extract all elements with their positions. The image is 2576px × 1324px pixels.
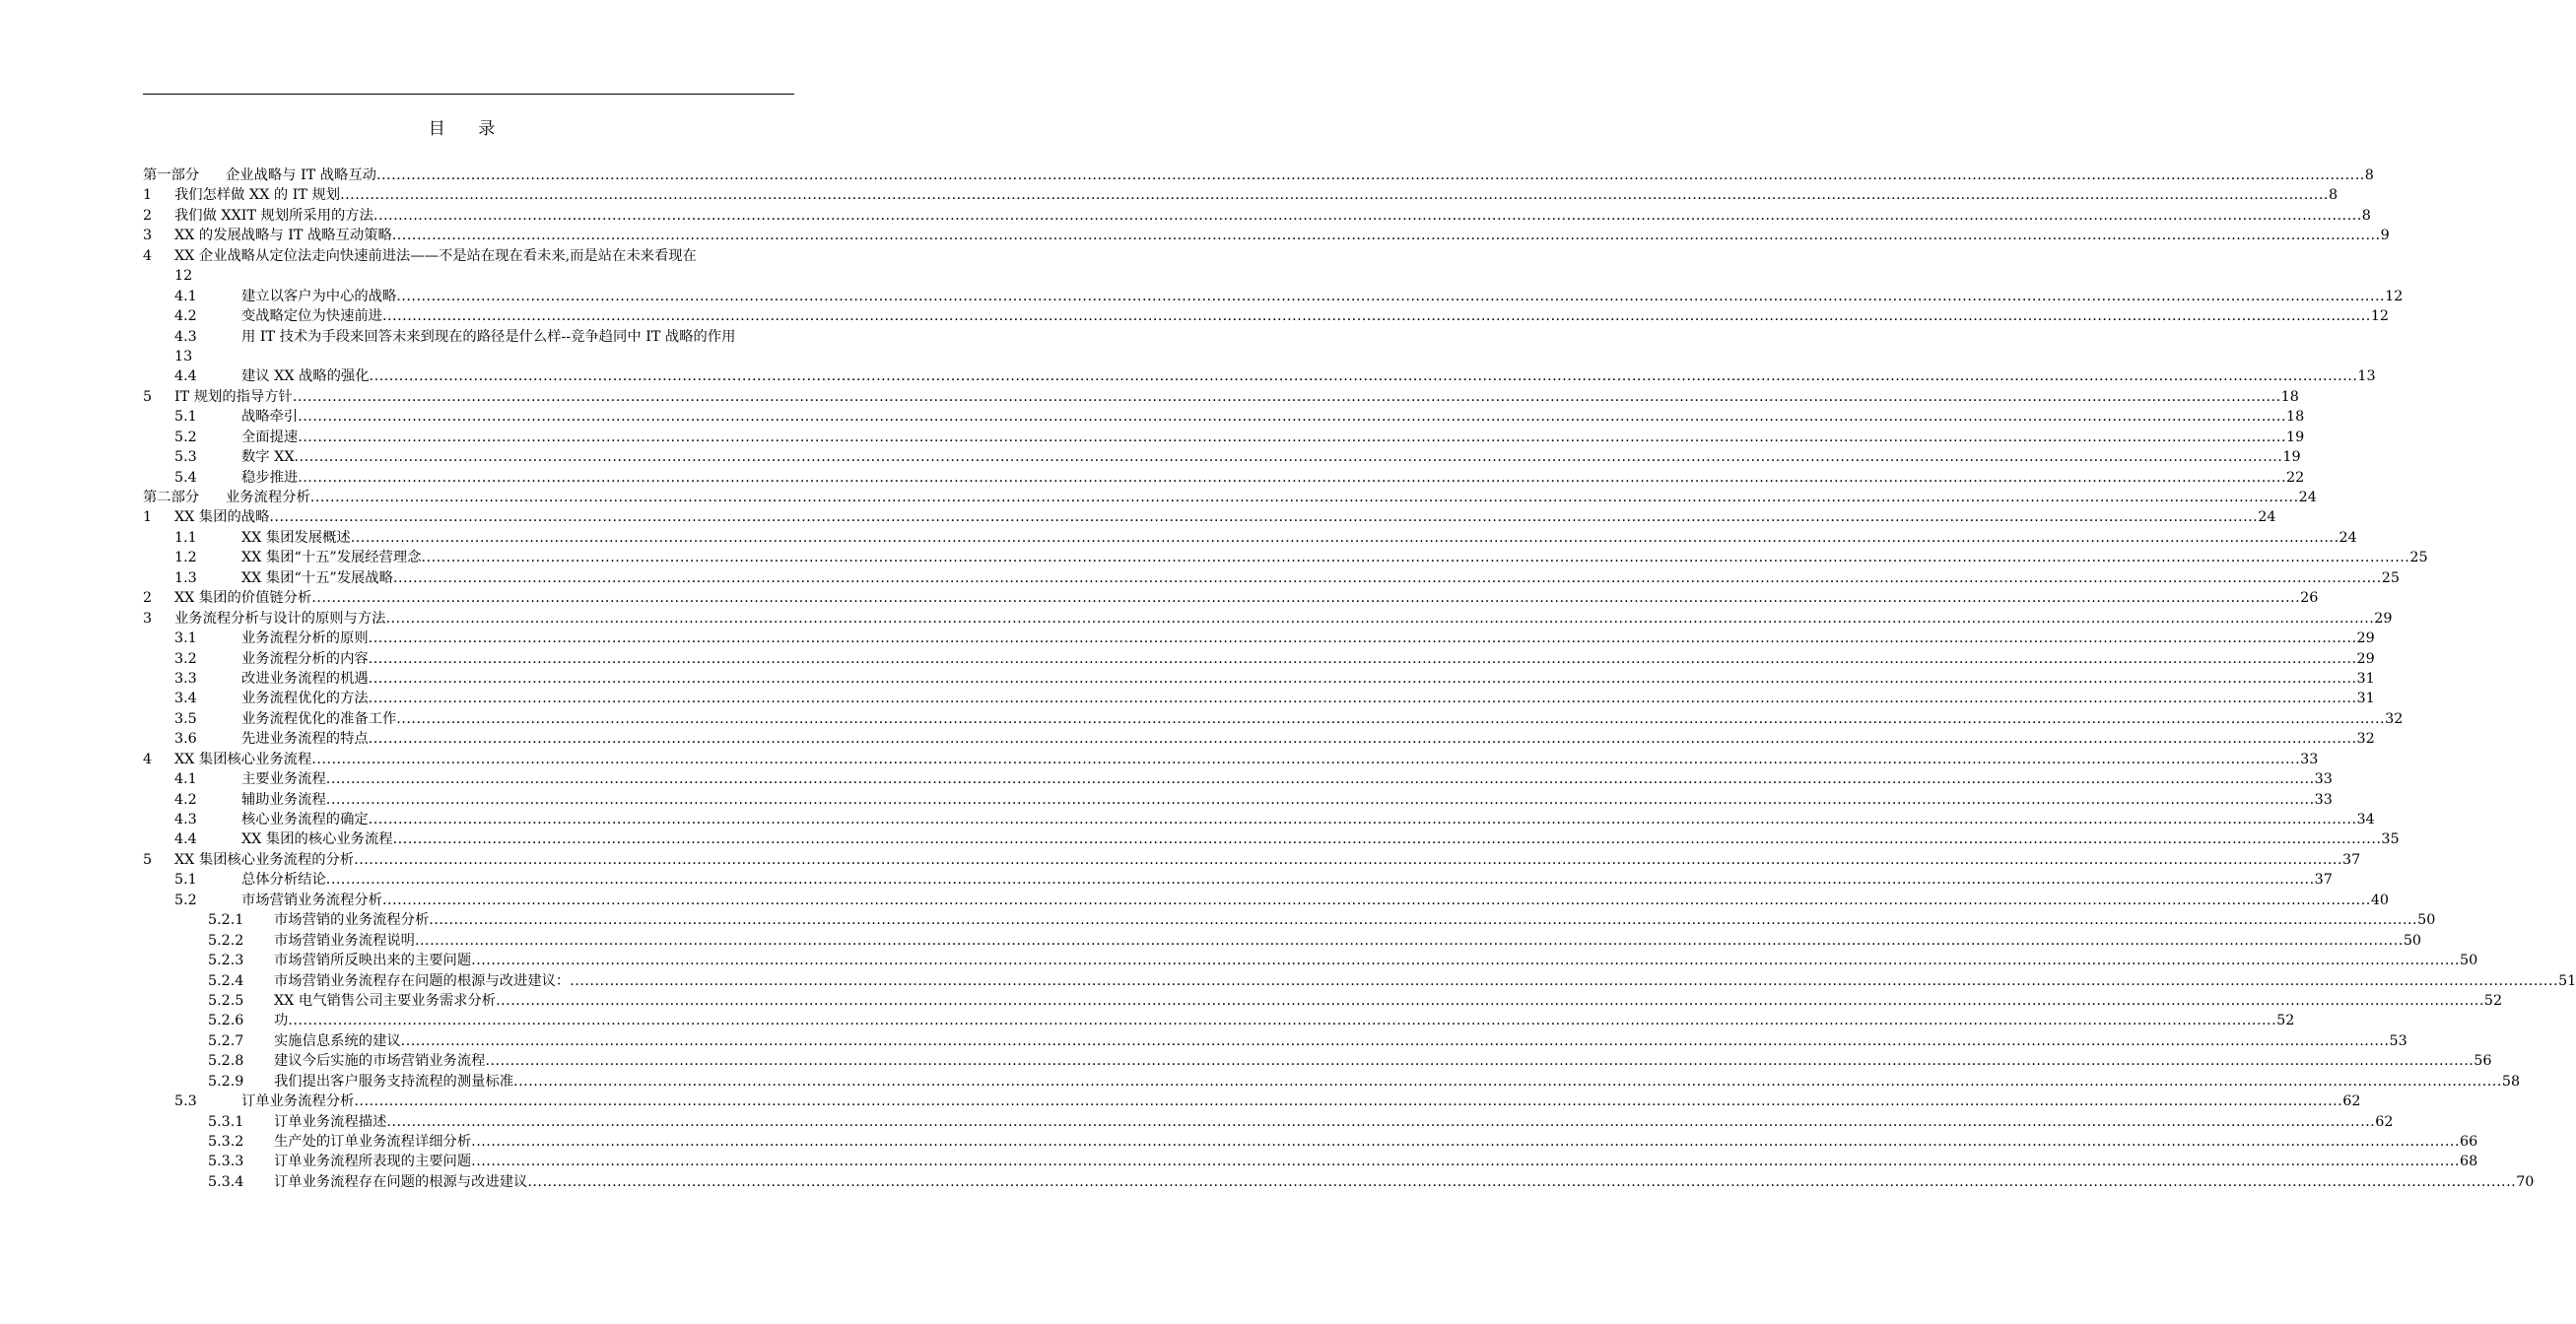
toc-entry-page: 58 — [2501, 1073, 2521, 1090]
toc-entry-number: 5.2.6 — [208, 1013, 244, 1029]
toc-dot-leader: ................................................................................................................................................................................................................................................................................................................................................................................................................ — [471, 1134, 2460, 1151]
toc-entry-text: 变战略定位为快速前进 — [241, 308, 382, 325]
toc-entry-number: 5.3.4 — [208, 1173, 244, 1190]
toc-dot-leader: ................................................................................................................................................................................................................................................................................................................................................................................................................ — [368, 670, 2357, 687]
toc-entry-number: 5 — [143, 388, 153, 405]
toc-entry-page: 52 — [2483, 992, 2503, 1009]
toc-dot-leader: ................................................................................................................................................................................................................................................................................................................................................................................................................ — [369, 368, 2358, 385]
toc-entry-page: 12 — [2370, 308, 2390, 325]
toc-entry[interactable] — [143, 829, 2400, 849]
toc-entry[interactable] — [143, 1051, 2492, 1071]
toc-dot-leader: ................................................................................................................................................................................................................................................................................................................................................................................................................ — [421, 550, 2410, 566]
toc-dot-leader: ................................................................................................................................................................................................................................................................................................................................................................................................................ — [368, 650, 2357, 667]
toc-entry-number: 2 — [143, 207, 153, 224]
toc-entry[interactable] — [143, 1112, 2394, 1132]
toc-entry-text: XX 企业战略从定位法走向快速前进法——不是站在现在看未来,而是站在未来看现在 — [174, 247, 697, 264]
toc-entry[interactable] — [143, 366, 2376, 386]
toc-entry[interactable] — [143, 1092, 2361, 1111]
toc-entry-text: XX 集团核心业务流程的分析 — [174, 851, 355, 868]
toc-dot-leader: ................................................................................................................................................................................................................................................................................................................................................................................................................ — [396, 288, 2386, 304]
toc-entry-number: 4.2 — [174, 791, 197, 808]
toc-entry-text: XX 集团“十五”发展战略 — [241, 569, 393, 586]
toc-entry-text: 先进业务流程的特点 — [241, 731, 369, 748]
toc-dot-leader: ................................................................................................................................................................................................................................................................................................................................................................................................................ — [368, 731, 2357, 748]
toc-entry-text: 核心业务流程的确定 — [241, 812, 369, 828]
toc-entry-number: 5.1 — [174, 872, 197, 889]
toc-entry[interactable] — [143, 306, 2390, 326]
toc-entry-page: 62 — [2342, 1093, 2361, 1110]
toc-entry[interactable] — [143, 548, 2428, 567]
toc-entry-number: 5.2.2 — [208, 932, 244, 949]
toc-entry[interactable] — [143, 931, 2422, 951]
toc-entry-page: 68 — [2460, 1154, 2478, 1170]
toc-entry-text: 订单业务流程分析 — [241, 1093, 355, 1110]
toc-entry-page: 29 — [2374, 610, 2393, 627]
toc-entry-page: 24 — [2339, 529, 2357, 546]
toc-entry-text: 业务流程分析 — [226, 490, 310, 506]
toc-entry-text: 辅助业务流程 — [241, 791, 326, 808]
toc-entry-text: 建立以客户为中心的战略 — [241, 288, 397, 304]
toc-dot-leader: ................................................................................................................................................................................................................................................................................................................................................................................................................ — [570, 972, 2559, 989]
toc-entry-page: 12 — [2385, 288, 2404, 304]
toc-entry[interactable] — [143, 185, 2339, 205]
toc-entry-text: 订单业务流程存在问题的根源与改进建议 — [274, 1173, 528, 1190]
toc-dot-leader: ................................................................................................................................................................................................................................................................................................................................................................................................................ — [375, 167, 2365, 183]
toc-entry[interactable] — [143, 951, 2478, 970]
toc-entry[interactable] — [143, 850, 2361, 870]
toc-dot-leader: ................................................................................................................................................................................................................................................................................................................................................................................................................ — [288, 1013, 2277, 1029]
toc-entry-text: 我们怎样做 XX 的 IT 规划 — [174, 187, 341, 204]
toc-entry-page: 33 — [2300, 751, 2319, 767]
toc-entry-number: 5.2.9 — [208, 1073, 244, 1090]
toc-entry-text: 业务流程分析的原则 — [241, 630, 369, 647]
toc-dot-leader: ................................................................................................................................................................................................................................................................................................................................................................................................................ — [298, 469, 2287, 486]
toc-entry-page: 40 — [2370, 892, 2390, 908]
toc-entry-number: 4 — [143, 751, 153, 767]
toc-entry-number: 4.4 — [174, 831, 197, 848]
toc-entry-text: XX 集团的战略 — [174, 509, 270, 526]
toc-entry-number: 5 — [143, 851, 153, 868]
toc-entry-page: 25 — [2409, 550, 2428, 566]
toc-entry[interactable] — [143, 991, 2503, 1011]
toc-entry[interactable] — [143, 468, 2305, 488]
toc-entry[interactable] — [143, 729, 2375, 749]
toc-entry-text: 生产处的订单业务流程详细分析 — [274, 1134, 472, 1151]
toc-entry-number: 5.2.1 — [208, 912, 244, 929]
toc-entry-number: 1.1 — [174, 529, 197, 546]
toc-entry-page: 70 — [2516, 1173, 2535, 1190]
toc-entry-page: 37 — [2342, 851, 2361, 868]
toc-entry-page: 62 — [2375, 1113, 2394, 1130]
toc-dot-leader: ................................................................................................................................................................................................................................................................................................................................................................................................................ — [368, 630, 2357, 647]
toc-entry-number: 4.3 — [174, 812, 197, 828]
toc-entry-text: 建议今后实施的市场营销业务流程 — [274, 1053, 486, 1070]
toc-dot-leader: ................................................................................................................................................................................................................................................................................................................................................................................................................ — [294, 449, 2283, 466]
toc-entry[interactable] — [143, 790, 2333, 810]
toc-dot-leader: ................................................................................................................................................................................................................................................................................................................................................................................................................ — [527, 1173, 2517, 1190]
toc-entry-number: 5.2.3 — [208, 953, 244, 969]
toc-dot-leader: ................................................................................................................................................................................................................................................................................................................................................................................................................ — [429, 912, 2418, 929]
toc-entry-number: 3 — [143, 228, 153, 244]
toc-entry[interactable] — [143, 166, 2374, 185]
toc-entry[interactable] — [143, 387, 2299, 407]
toc-entry-page: 50 — [2417, 912, 2436, 929]
toc-entry-text: XX 集团发展概述 — [241, 529, 351, 546]
toc-dot-leader: ................................................................................................................................................................................................................................................................................................................................................................................................................ — [325, 771, 2315, 788]
toc-entry-text: XX 的发展战略与 IT 战略互动策略 — [174, 228, 392, 244]
toc-entry[interactable] — [143, 447, 2301, 467]
toc-entry-text: 市场营销业务流程说明 — [274, 932, 415, 949]
toc-entry-text: IT 规划的指导方针 — [174, 388, 293, 405]
toc-entry-number: 4.2 — [174, 308, 197, 325]
toc-entry[interactable] — [143, 226, 2390, 245]
toc-entry[interactable] — [143, 810, 2375, 829]
toc-entry[interactable] — [143, 1072, 2521, 1092]
toc-entry-text: 稳步推进 — [241, 469, 299, 486]
toc-entry-text: 我们做 XXIT 规划所采用的方法 — [174, 207, 373, 224]
toc-entry-page: 34 — [2356, 812, 2375, 828]
toc-entry[interactable] — [143, 609, 2393, 629]
toc-entry-number: 4.3 — [174, 328, 197, 345]
toc-entry-number: 1 — [143, 509, 153, 526]
toc-dot-leader: ................................................................................................................................................................................................................................................................................................................................................................................................................ — [325, 791, 2315, 808]
toc-entry-text: 企业战略与 IT 战略互动 — [226, 167, 376, 183]
toc-entry-number: 第二部分 — [143, 490, 200, 506]
toc-entry[interactable] — [143, 1152, 2478, 1171]
toc-dot-leader: ................................................................................................................................................................................................................................................................................................................................................................................................................ — [373, 207, 2362, 224]
toc-entry-text: XX 集团的核心业务流程 — [241, 831, 393, 848]
toc-entry-page: 32 — [2385, 710, 2404, 727]
toc-entry-page: 22 — [2286, 469, 2305, 486]
toc-dot-leader: ................................................................................................................................................................................................................................................................................................................................................................................................................ — [298, 429, 2287, 445]
toc-entry-text: 市场营销业务流程存在问题的根源与改进建议： — [274, 972, 571, 989]
toc-entry-text: XX 集团的价值链分析 — [174, 590, 312, 607]
toc-entry-page: 26 — [2300, 590, 2319, 607]
toc-entry-number: 5.2 — [174, 892, 197, 908]
toc-entry[interactable] — [143, 750, 2319, 769]
toc-entry-number: 5.3.1 — [208, 1113, 244, 1130]
toc-dot-leader: ................................................................................................................................................................................................................................................................................................................................................................................................................ — [381, 308, 2371, 325]
toc-entry-text: 战略牵引 — [241, 409, 299, 426]
toc-entry[interactable] — [143, 507, 2276, 527]
toc-entry[interactable] — [143, 689, 2375, 708]
toc-entry-page: 12 — [174, 268, 193, 285]
toc-entry[interactable] — [143, 1132, 2478, 1152]
toc-entry-number: 5.3 — [174, 449, 197, 466]
toc-entry[interactable] — [143, 709, 2404, 729]
toc-entry[interactable] — [143, 287, 2404, 306]
toc-entry[interactable] — [143, 246, 794, 287]
toc-entry-page: 37 — [2314, 872, 2333, 889]
toc-dot-leader: ................................................................................................................................................................................................................................................................................................................................................................................................................ — [354, 1093, 2343, 1110]
toc-dot-leader: ................................................................................................................................................................................................................................................................................................................................................................................................................ — [311, 751, 2301, 767]
toc-entry-page: 29 — [2356, 630, 2375, 647]
toc-entry-page: 33 — [2314, 771, 2333, 788]
toc-entry-page: 35 — [2381, 831, 2400, 848]
toc-entry-page: 18 — [2280, 388, 2299, 405]
toc-dot-leader: ................................................................................................................................................................................................................................................................................................................................................................................................................ — [386, 1113, 2376, 1130]
toc-entry-text: 订单业务流程描述 — [274, 1113, 387, 1130]
toc-entry-page: 29 — [2356, 650, 2375, 667]
toc-dot-leader: ................................................................................................................................................................................................................................................................................................................................................................................................................ — [309, 490, 2299, 506]
toc-entry-number: 2 — [143, 590, 153, 607]
toc-entry-page: 9 — [2380, 228, 2390, 244]
toc-entry-text: XX 集团“十五”发展经营理念 — [241, 550, 422, 566]
toc-entry-text: 市场营销业务流程分析 — [241, 892, 382, 908]
toc-entry[interactable] — [143, 629, 2375, 648]
toc-entry-text: 业务流程分析与设计的原则与方法 — [174, 610, 386, 627]
toc-entry-page: 32 — [2356, 731, 2375, 748]
toc-entry[interactable] — [143, 588, 2319, 608]
toc-entry-text: 数字 XX — [241, 449, 295, 466]
toc-dot-leader: ................................................................................................................................................................................................................................................................................................................................................................................................................ — [311, 590, 2301, 607]
toc-dot-leader: ................................................................................................................................................................................................................................................................................................................................................................................................................ — [392, 831, 2382, 848]
toc-entry-text: 全面提速 — [241, 429, 299, 445]
toc-entry-number: 3.2 — [174, 650, 197, 667]
toc-dot-leader: ................................................................................................................................................................................................................................................................................................................................................................................................................ — [513, 1073, 2502, 1090]
toc-dot-leader: ................................................................................................................................................................................................................................................................................................................................................................................................................ — [400, 1032, 2390, 1049]
toc-entry-number: 4 — [143, 247, 153, 264]
toc-entry-page: 24 — [2298, 490, 2317, 506]
toc-entry-page: 19 — [2286, 429, 2305, 445]
toc-entry-page: 50 — [2403, 932, 2422, 949]
toc-entry-text: 改进业务流程的机遇 — [241, 670, 369, 687]
toc-entry[interactable] — [143, 1011, 2295, 1030]
toc-entry-number: 3.4 — [174, 691, 197, 707]
toc-entry-page: 56 — [2474, 1053, 2492, 1070]
toc-entry[interactable] — [143, 971, 2576, 991]
toc-dot-leader: ................................................................................................................................................................................................................................................................................................................................................................................................................ — [396, 710, 2386, 727]
toc-entry-text: 业务流程优化的方法 — [241, 691, 369, 707]
toc-entry-number: 5.3.3 — [208, 1154, 244, 1170]
toc-entry-number: 3.3 — [174, 670, 197, 687]
toc-dot-leader: ................................................................................................................................................................................................................................................................................................................................................................................................................ — [298, 409, 2287, 426]
toc-entry-number: 5.2.8 — [208, 1053, 244, 1070]
toc-entry-text: 实施信息系统的建议 — [274, 1032, 401, 1049]
toc-entry-page: 25 — [2381, 569, 2400, 586]
toc-entry-text: 建议 XX 战略的强化 — [241, 368, 370, 385]
toc-entry-text: 功 — [274, 1013, 289, 1029]
toc-dot-leader: ................................................................................................................................................................................................................................................................................................................................................................................................................ — [368, 812, 2357, 828]
toc-dot-leader: ................................................................................................................................................................................................................................................................................................................................................................................................................ — [392, 569, 2382, 586]
toc-dot-leader: ................................................................................................................................................................................................................................................................................................................................................................................................................ — [340, 187, 2329, 204]
toc-entry-number: 第一部分 — [143, 167, 200, 183]
toc-entry-page: 66 — [2460, 1134, 2478, 1151]
toc-entry-number: 3.1 — [174, 630, 197, 647]
toc-entry[interactable] — [143, 407, 2305, 427]
toc-entry-text: 业务流程分析的内容 — [241, 650, 369, 667]
toc-entry-page: 19 — [2282, 449, 2301, 466]
toc-entry-text: 用 IT 技术为手段来回答未来到现在的路径是什么样--竞争趋同中 IT 战略的作用 — [241, 328, 736, 345]
toc-entry[interactable] — [143, 649, 2375, 669]
toc-entry-number: 1 — [143, 187, 153, 204]
toc-entry-page: 13 — [2357, 368, 2376, 385]
toc-entry-number: 5.2.4 — [208, 972, 244, 989]
toc-entry-page: 31 — [2356, 670, 2375, 687]
toc-entry-number: 5.3 — [174, 1093, 197, 1110]
toc-entry-text: 我们提出客户服务支持流程的测量标准 — [274, 1073, 514, 1090]
toc-dot-leader: ................................................................................................................................................................................................................................................................................................................................................................................................................ — [485, 1053, 2474, 1070]
toc-dot-leader: ................................................................................................................................................................................................................................................................................................................................................................................................................ — [381, 892, 2371, 908]
header-rule — [143, 94, 794, 95]
toc-entry[interactable] — [143, 428, 2305, 447]
toc-entry-page: 51 — [2558, 972, 2576, 989]
toc-entry-text: XX 集团核心业务流程 — [174, 751, 312, 767]
toc-dot-leader: ................................................................................................................................................................................................................................................................................................................................................................................................................ — [368, 691, 2357, 707]
toc-title: 目 录 — [428, 119, 509, 139]
toc-entry[interactable] — [143, 910, 2436, 930]
toc-dot-leader: ................................................................................................................................................................................................................................................................................................................................................................................................................ — [471, 1154, 2460, 1170]
toc-entry-number: 4.1 — [174, 771, 197, 788]
toc-entry-number: 5.2.7 — [208, 1032, 244, 1049]
toc-entry-page: 31 — [2356, 691, 2375, 707]
toc-entry-number: 4.1 — [174, 288, 197, 304]
toc-entry[interactable] — [143, 1172, 2535, 1192]
toc-entry-number: 3.5 — [174, 710, 197, 727]
toc-dot-leader: ................................................................................................................................................................................................................................................................................................................................................................................................................ — [391, 228, 2381, 244]
toc-dot-leader: ................................................................................................................................................................................................................................................................................................................................................................................................................ — [471, 953, 2460, 969]
toc-dot-leader: ................................................................................................................................................................................................................................................................................................................................................................................................................ — [292, 388, 2281, 405]
toc-dot-leader: ................................................................................................................................................................................................................................................................................................................................................................................................................ — [269, 509, 2259, 526]
toc-dot-leader: ................................................................................................................................................................................................................................................................................................................................................................................................................ — [385, 610, 2375, 627]
toc-entry-number: 5.3.2 — [208, 1134, 244, 1151]
toc-entry[interactable] — [143, 669, 2375, 689]
toc-entry[interactable] — [143, 206, 2371, 226]
toc-dot-leader: ................................................................................................................................................................................................................................................................................................................................................................................................................ — [414, 932, 2404, 949]
toc-entry-number: 4.4 — [174, 368, 197, 385]
toc-entry[interactable] — [143, 568, 2400, 588]
toc-entry-page: 18 — [2286, 409, 2305, 426]
toc-entry-number: 1.3 — [174, 569, 197, 586]
toc-entry-text: 订单业务流程所表现的主要问题 — [274, 1154, 472, 1170]
toc-entry-page: 33 — [2314, 791, 2333, 808]
toc-entry-page: 8 — [2364, 167, 2374, 183]
toc-entry-page: 8 — [2328, 187, 2339, 204]
toc-dot-leader: ................................................................................................................................................................................................................................................................................................................................................................................................................ — [496, 992, 2484, 1009]
toc-entry-page: 13 — [174, 348, 193, 364]
toc-entry-page: 52 — [2276, 1013, 2295, 1029]
toc-entry-page: 53 — [2389, 1032, 2407, 1049]
toc-entry[interactable] — [143, 528, 2357, 548]
toc-entry-text: 市场营销的业务流程分析 — [274, 912, 430, 929]
toc-entry[interactable] — [143, 488, 2317, 507]
toc-entry-number: 5.1 — [174, 409, 197, 426]
table-of-contents — [143, 166, 2576, 1192]
toc-entry[interactable] — [143, 327, 794, 367]
toc-entry-number: 3 — [143, 610, 153, 627]
toc-entry-page: 50 — [2460, 953, 2478, 969]
toc-dot-leader: ................................................................................................................................................................................................................................................................................................................................................................................................................ — [354, 851, 2343, 868]
toc-entry-text: 市场营销所反映出来的主要问题 — [274, 953, 472, 969]
toc-entry-text: XX 电气销售公司主要业务需求分析 — [274, 992, 497, 1009]
toc-entry-number: 3.6 — [174, 731, 197, 748]
toc-entry[interactable] — [143, 769, 2333, 789]
toc-entry-number: 5.2 — [174, 429, 197, 445]
toc-entry[interactable] — [143, 870, 2333, 890]
toc-dot-leader: ................................................................................................................................................................................................................................................................................................................................................................................................................ — [325, 872, 2315, 889]
toc-entry[interactable] — [143, 1031, 2407, 1051]
toc-dot-leader: ................................................................................................................................................................................................................................................................................................................................................................................................................ — [350, 529, 2339, 546]
toc-entry-text: 业务流程优化的准备工作 — [241, 710, 397, 727]
toc-entry-number: 5.4 — [174, 469, 197, 486]
toc-entry-number: 1.2 — [174, 550, 197, 566]
toc-entry-page: 8 — [2361, 207, 2371, 224]
toc-entry-number: 5.2.5 — [208, 992, 244, 1009]
toc-entry-page: 24 — [2258, 509, 2276, 526]
toc-entry-text: 主要业务流程 — [241, 771, 326, 788]
toc-entry[interactable] — [143, 891, 2390, 910]
toc-entry-text: 总体分析结论 — [241, 872, 326, 889]
